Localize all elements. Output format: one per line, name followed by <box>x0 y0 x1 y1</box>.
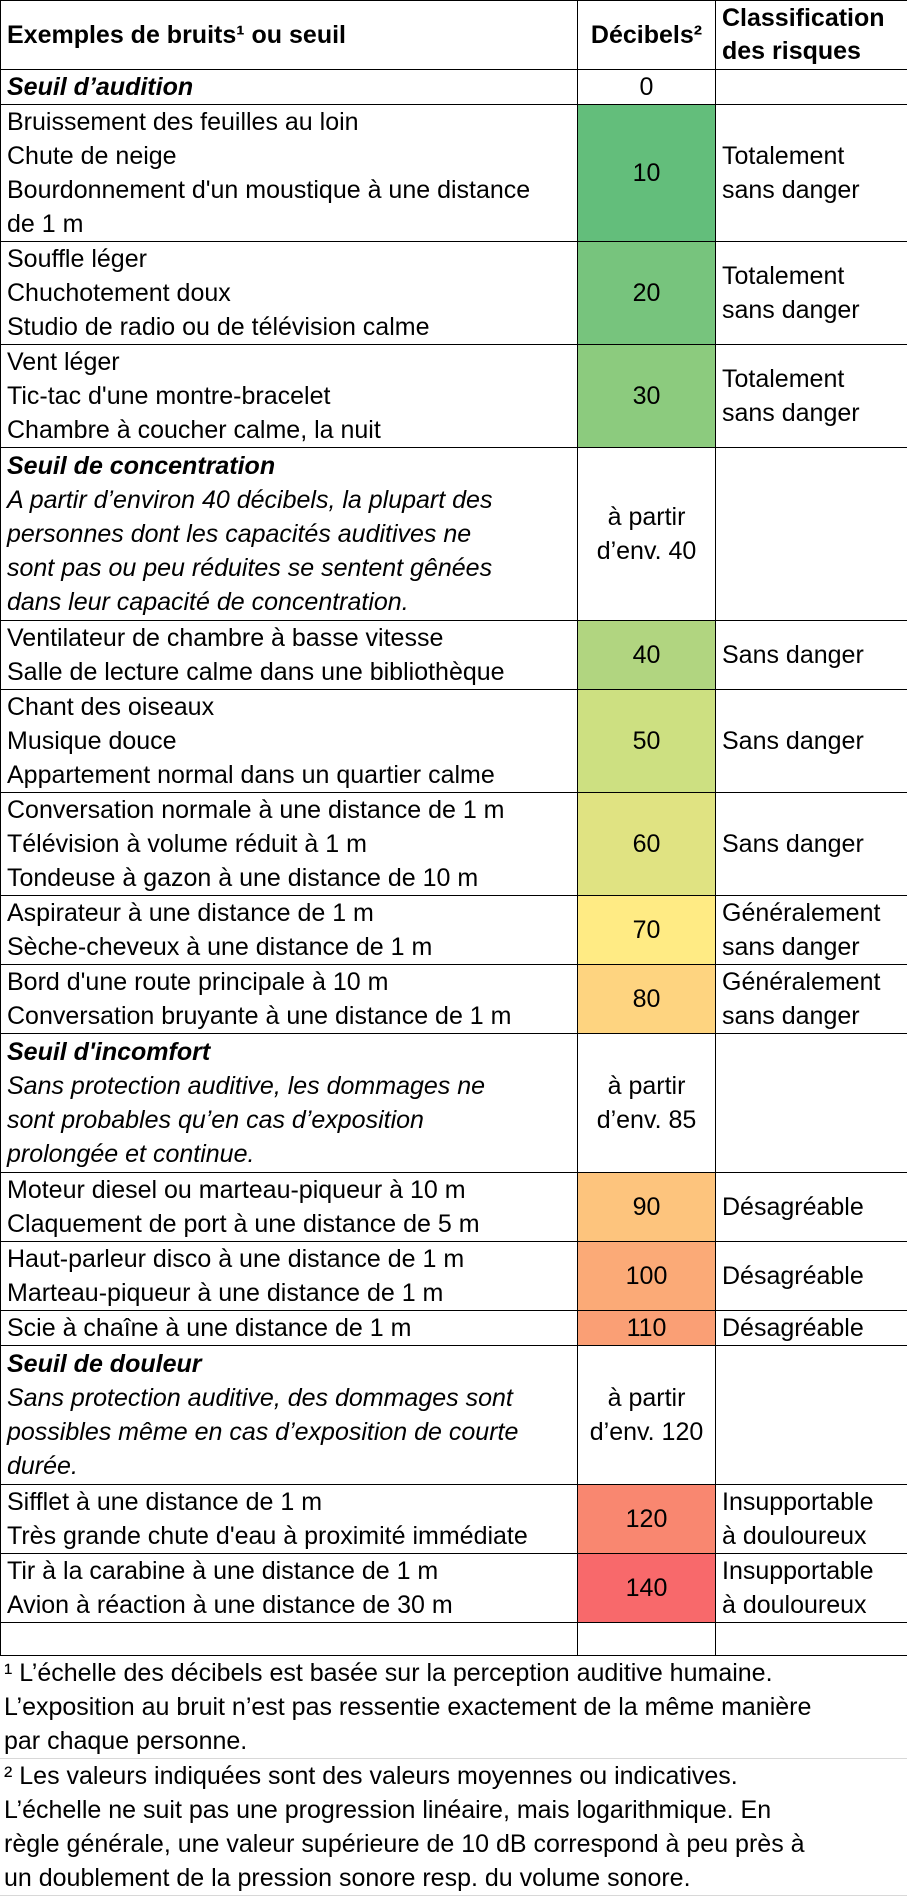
header-examples: Exemples de bruits¹ ou seuil <box>1 1 578 70</box>
noise-row <box>1 1485 907 1554</box>
text-line: sans danger <box>722 173 901 207</box>
noise-examples <box>1 242 578 345</box>
risk-classification <box>716 965 907 1034</box>
text-line: ¹ L’échelle des décibels est basée sur la perception auditive humaine. <box>4 1656 903 1690</box>
text-line: Désagréable <box>722 1311 901 1345</box>
header-decibels: Décibels² <box>578 1 716 70</box>
threshold-title: Seuil de douleur <box>7 1347 571 1381</box>
decibel-value: 90 <box>578 1173 716 1242</box>
text-line: Musique douce <box>7 724 571 758</box>
threshold-description: sont probables qu’en cas d’exposition <box>7 1103 571 1137</box>
risk-classification <box>716 896 907 965</box>
text-line: d’env. 40 <box>584 534 709 568</box>
text-line: Désagréable <box>722 1190 901 1224</box>
decibel-value: 100 <box>578 1242 716 1311</box>
text-line: Bourdonnement d'un moustique à une distance <box>7 173 571 207</box>
threshold-description: durée. <box>7 1449 571 1483</box>
threshold-description: possibles même en cas d’exposition de courte <box>7 1415 571 1449</box>
noise-examples <box>1 1554 578 1623</box>
threshold-row <box>1 1346 907 1485</box>
decibel-value: 110 <box>578 1311 716 1346</box>
noise-row <box>1 690 907 793</box>
text-line: Insupportable <box>722 1485 901 1519</box>
text-line: Totalement <box>722 362 901 396</box>
text-line: Conversation bruyante à une distance de 1 m <box>7 999 571 1033</box>
text-line: Moteur diesel ou marteau-piqueur à 10 m <box>7 1173 571 1207</box>
risk-classification <box>716 1173 907 1242</box>
text-line: Insupportable <box>722 1554 901 1588</box>
text-line: Très grande chute d'eau à proximité immédiate <box>7 1519 571 1553</box>
text-line: règle générale, une valeur supérieure de 10 dB correspond à peu près à <box>4 1827 903 1861</box>
text-line: Avion à réaction à une distance de 30 m <box>7 1588 571 1622</box>
text-line: Bruissement des feuilles au loin <box>7 105 571 139</box>
threshold-description: Sans protection auditive, des dommages sont <box>7 1381 571 1415</box>
spacer-row <box>1 1623 907 1656</box>
text-line: à partir <box>584 500 709 534</box>
text-line: à partir <box>584 1069 709 1103</box>
risk-classification <box>716 621 907 690</box>
noise-examples <box>1 1173 578 1242</box>
threshold-value <box>578 1034 716 1173</box>
text-line: Désagréable <box>722 1259 901 1293</box>
text-line: Salle de lecture calme dans une bibliothèque <box>7 655 571 689</box>
decibel-value: 80 <box>578 965 716 1034</box>
text-line: Sans danger <box>722 724 901 758</box>
text-line: Scie à chaîne à une distance de 1 m <box>7 1311 571 1345</box>
threshold-description: A partir d’environ 40 décibels, la plupart des <box>7 483 571 517</box>
text-line: ² Les valeurs indiquées sont des valeurs moyennes ou indicatives. <box>4 1759 903 1793</box>
decibel-value: 10 <box>578 105 716 242</box>
threshold-description: sont pas ou peu réduites se sentent gênées <box>7 551 571 585</box>
text-line: Totalement <box>722 259 901 293</box>
noise-row <box>1 242 907 345</box>
decibel-value: 60 <box>578 793 716 896</box>
threshold-row <box>1 1034 907 1173</box>
noise-examples <box>1 621 578 690</box>
decibel-value: 70 <box>578 896 716 965</box>
threshold-value <box>578 448 716 621</box>
text-line: L’échelle ne suit pas une progression linéaire, mais logarithmique. En <box>4 1793 903 1827</box>
text-line: sans danger <box>722 396 901 430</box>
risk-classification <box>716 105 907 242</box>
text-line: d’env. 85 <box>584 1103 709 1137</box>
threshold-hearing-row <box>1 70 907 105</box>
text-line: Souffle léger <box>7 242 571 276</box>
threshold-value: 0 <box>578 70 716 105</box>
decibel-value: 140 <box>578 1554 716 1623</box>
footnote <box>0 1759 907 1896</box>
noise-examples <box>1 896 578 965</box>
text-line: Studio de radio ou de télévision calme <box>7 310 571 344</box>
text-line: Marteau-piqueur à une distance de 1 m <box>7 1276 571 1310</box>
threshold-title: Seuil d'incomfort <box>7 1035 571 1069</box>
decibel-value: 120 <box>578 1485 716 1554</box>
noise-examples <box>1 345 578 448</box>
threshold-description: dans leur capacité de concentration. <box>7 585 571 619</box>
noise-examples <box>1 105 578 242</box>
text-line: à partir <box>584 1381 709 1415</box>
risk-classification <box>716 1554 907 1623</box>
threshold-description: prolongée et continue. <box>7 1137 571 1171</box>
text-line: Sans danger <box>722 827 901 861</box>
noise-row <box>1 965 907 1034</box>
text-line: de 1 m <box>7 207 571 241</box>
noise-row <box>1 105 907 242</box>
text-line: Tondeuse à gazon à une distance de 10 m <box>7 861 571 895</box>
threshold-title: Seuil de concentration <box>7 449 571 483</box>
threshold-description: Sans protection auditive, les dommages ne <box>7 1069 571 1103</box>
text-line: Chute de neige <box>7 139 571 173</box>
text-line: à douloureux <box>722 1588 901 1622</box>
text-line: Claquement de port à une distance de 5 m <box>7 1207 571 1241</box>
noise-examples <box>1 1311 578 1346</box>
threshold-description: personnes dont les capacités auditives ne <box>7 517 571 551</box>
text-line: Généralement <box>722 965 901 999</box>
text-line: Appartement normal dans un quartier calme <box>7 758 571 792</box>
noise-examples <box>1 965 578 1034</box>
text-line: Bord d'une route principale à 10 m <box>7 965 571 999</box>
text-line: Haut-parleur disco à une distance de 1 m <box>7 1242 571 1276</box>
noise-row <box>1 793 907 896</box>
text-line: à douloureux <box>722 1519 901 1553</box>
decibel-value: 50 <box>578 690 716 793</box>
text-line: Conversation normale à une distance de 1 m <box>7 793 571 827</box>
threshold-value <box>578 1346 716 1485</box>
noise-row <box>1 1554 907 1623</box>
text-line: Aspirateur à une distance de 1 m <box>7 896 571 930</box>
text-line: par chaque personne. <box>4 1724 903 1758</box>
text-line: Télévision à volume réduit à 1 m <box>7 827 571 861</box>
text-line: Ventilateur de chambre à basse vitesse <box>7 621 571 655</box>
text-line: sans danger <box>722 930 901 964</box>
risk-classification <box>716 1242 907 1311</box>
text-line: un doublement de la pression sonore resp. du volume sonore. <box>4 1861 903 1895</box>
header-classification-line: des risques <box>722 35 901 68</box>
decibel-value: 40 <box>578 621 716 690</box>
footnote <box>0 1656 907 1759</box>
text-line: d’env. 120 <box>584 1415 709 1449</box>
noise-row <box>1 345 907 448</box>
risk-classification <box>716 690 907 793</box>
risk-classification <box>716 1311 907 1346</box>
text-line: Vent léger <box>7 345 571 379</box>
risk-classification <box>716 1485 907 1554</box>
text-line: sans danger <box>722 293 901 327</box>
text-line: Totalement <box>722 139 901 173</box>
noise-row <box>1 1173 907 1242</box>
text-line: Sèche-cheveux à une distance de 1 m <box>7 930 571 964</box>
threshold-title: Seuil d’audition <box>7 70 571 104</box>
text-line: sans danger <box>722 999 901 1033</box>
text-line: Chuchotement doux <box>7 276 571 310</box>
text-line: Sifflet à une distance de 1 m <box>7 1485 571 1519</box>
noise-examples <box>1 1485 578 1554</box>
text-line: Généralement <box>722 896 901 930</box>
decibel-value: 30 <box>578 345 716 448</box>
text-line: Sans danger <box>722 638 901 672</box>
text-line: L’exposition au bruit n’est pas ressentie exactement de la même manière <box>4 1690 903 1724</box>
text-line: Chant des oiseaux <box>7 690 571 724</box>
noise-row <box>1 1242 907 1311</box>
noise-row <box>1 621 907 690</box>
decibel-value: 20 <box>578 242 716 345</box>
risk-classification <box>716 242 907 345</box>
risk-classification <box>716 793 907 896</box>
text-line: Tir à la carabine à une distance de 1 m <box>7 1554 571 1588</box>
header-row <box>1 1 907 70</box>
noise-examples <box>1 690 578 793</box>
text-line: Tic-tac d'une montre-bracelet <box>7 379 571 413</box>
risk-classification <box>716 345 907 448</box>
header-classification-line: Classification <box>722 2 901 35</box>
text-line: Chambre à coucher calme, la nuit <box>7 413 571 447</box>
footnotes <box>0 1656 907 1896</box>
noise-examples <box>1 793 578 896</box>
noise-row <box>1 1311 907 1346</box>
noise-examples <box>1 1242 578 1311</box>
header-classification <box>716 1 907 70</box>
noise-row <box>1 896 907 965</box>
threshold-row <box>1 448 907 621</box>
